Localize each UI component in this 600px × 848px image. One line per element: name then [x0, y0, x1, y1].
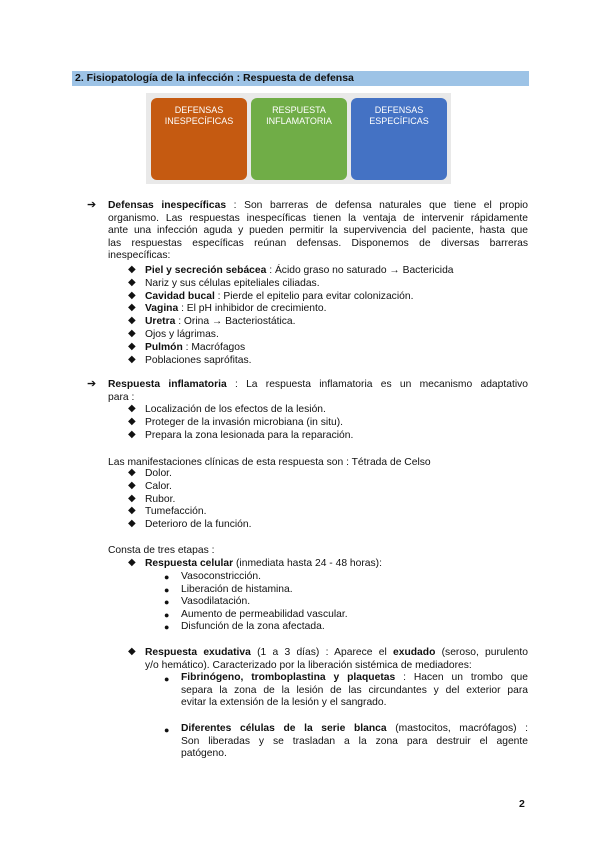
exudativa-line — [145, 647, 528, 660]
stage-celular — [145, 558, 382, 571]
diagram-box-inflamatoria — [251, 98, 347, 180]
sub-line: patógeno. — [181, 748, 227, 760]
diamond-bullet-icon: ◆ — [128, 302, 136, 314]
list-item: Aumento de permeabilidad vascular. — [181, 608, 348, 620]
sec2-title: Respuesta inflamatoria — [108, 379, 227, 390]
sec1-text: : Son barreras de defensa naturales que tiene el propio — [226, 200, 529, 211]
box-line: DEFENSAS — [174, 105, 224, 115]
box-line: INFLAMATORIA — [266, 116, 332, 126]
list-item — [145, 265, 454, 278]
diamond-bullet-icon: ◆ — [128, 428, 136, 440]
page-number: 2 — [519, 798, 525, 810]
exudativa-text: (1 a 3 días) : Aparece el — [250, 647, 394, 658]
diamond-bullet-icon: ◆ — [128, 479, 136, 491]
list-item — [145, 355, 251, 368]
list-item-term: Piel y secreción sebácea — [145, 265, 267, 276]
section-heading: 2. Fisiopatología de la infección : Respuesta de defensa — [72, 71, 529, 86]
sub-line — [181, 672, 528, 685]
list-item-text: : Macrófagos — [182, 341, 246, 353]
diamond-bullet-icon: ◆ — [128, 353, 136, 365]
sec2-line — [108, 379, 528, 392]
list-item: Localización de los efectos de la lesión. — [145, 404, 326, 415]
list-item-term: Uretra — [145, 316, 176, 328]
list-item-text: : El pH inhibidor de crecimiento. — [178, 303, 327, 315]
manifestations-intro: Las manifestaciones clínicas de esta respuesta son : Tétrada de Celso — [108, 457, 431, 468]
sec2-line: para : — [108, 391, 135, 403]
sec1-paragraph — [108, 200, 528, 263]
list-item-term: Vagina — [145, 303, 179, 315]
diamond-bullet-icon: ◆ — [128, 276, 136, 288]
diamond-bullet-icon: ◆ — [128, 505, 136, 517]
diamond-bullet-icon: ◆ — [128, 340, 136, 352]
box-line: INESPECÍFICAS — [164, 116, 234, 126]
sec1-line: las respuestas específicas reúnan defensas. Disponemos de diversas barreras — [108, 237, 528, 249]
box-line: DEFENSAS — [374, 105, 424, 115]
dot-bullet-icon: ● — [164, 609, 170, 620]
diamond-bullet-icon: ◆ — [128, 403, 136, 414]
sub-title: Diferentes células de la serie blanca — [181, 723, 387, 734]
sub-line: Son liberadas y se trasladan a la zona para destruir el agente — [181, 735, 528, 747]
exudativa-title: Respuesta exudativa — [145, 647, 251, 658]
sub-fibrinogeno — [181, 672, 528, 710]
dot-bullet-icon: ● — [164, 584, 170, 595]
list-item-text: Nariz y sus células epiteliales ciliadas. — [145, 277, 320, 289]
diamond-bullet-icon: ◆ — [128, 264, 136, 275]
diagram-box-especificas — [351, 98, 447, 180]
list-item: Disfunción de la zona afectada. — [181, 621, 325, 633]
dot-bullet-icon: ● — [164, 572, 170, 582]
list-item-text: Ojos y lágrimas. — [145, 329, 219, 340]
sub-line: separa la zona de la lesión de las circundantes y del exterior para — [181, 684, 528, 696]
diamond-bullet-icon: ◆ — [128, 518, 136, 530]
exudado-term: exudado — [393, 647, 436, 658]
list-item — [145, 291, 413, 304]
diamond-bullet-icon: ◆ — [128, 289, 136, 301]
list-item — [145, 303, 326, 316]
diamond-bullet-icon: ◆ — [128, 415, 136, 427]
diagram-box-inespecificas — [151, 98, 247, 180]
stages-intro: Consta de tres etapas : — [108, 545, 215, 556]
list-item: Prepara la zona lesionada para la reparación. — [145, 429, 354, 441]
list-item: Calor. — [145, 480, 172, 492]
exudativa-line: y/o hemático). Caracterizado por la liberación sistémica de mediadores: — [145, 659, 472, 671]
dot-bullet-icon: ● — [164, 674, 170, 684]
stage-celular-text: (inmediata hasta 24 - 48 horas): — [233, 558, 382, 569]
exudativa-text: (seroso, purulento — [435, 647, 528, 658]
list-item-text: : Ácido graso no saturado → Bactericida — [266, 265, 454, 276]
dot-bullet-icon: ● — [164, 622, 170, 633]
sec1-line — [108, 200, 528, 213]
sec1-title: Defensas inespecíficas — [108, 200, 227, 211]
list-item: Rubor. — [145, 493, 176, 505]
sec1-line: inespecíficas: — [108, 250, 171, 262]
list-item — [145, 278, 320, 291]
sec1-line: organismo. Las respuestas inespecíficas tienen la ventaja de intervenir rápidamente — [108, 212, 528, 224]
list-item — [145, 342, 245, 355]
sub-celulas — [181, 723, 528, 761]
sub-text: (mastocitos, macrófagos) : — [386, 723, 529, 734]
stage-exudativa — [145, 647, 528, 672]
diamond-bullet-icon: ◆ — [128, 328, 136, 339]
sub-title: Fibrinógeno, tromboplastina y plaquetas — [181, 672, 396, 683]
box-line: ESPECÍFICAS — [369, 116, 429, 126]
arrow-bullet-icon: ➔ — [87, 199, 97, 211]
dot-bullet-icon: ● — [164, 597, 170, 608]
diamond-bullet-icon: ◆ — [128, 467, 136, 478]
list-item — [145, 316, 296, 329]
diamond-bullet-icon: ◆ — [128, 492, 136, 504]
defense-diagram — [146, 93, 451, 184]
list-item: Dolor. — [145, 468, 172, 479]
sub-line — [181, 723, 528, 736]
list-item — [145, 329, 219, 342]
list-item: Deterioro de la función. — [145, 519, 252, 531]
stage-celular-title: Respuesta celular — [145, 558, 234, 569]
list-item-term: Pulmón — [145, 341, 183, 353]
dot-bullet-icon: ● — [164, 725, 170, 735]
diamond-bullet-icon: ◆ — [128, 646, 136, 657]
arrow-bullet-icon: ➔ — [87, 378, 97, 390]
list-item-term: Cavidad bucal — [145, 290, 215, 302]
sec2-paragraph — [108, 379, 528, 404]
diamond-bullet-icon: ◆ — [128, 315, 136, 327]
sec2-text: : La respuesta inflamatoria es un mecanismo adaptativo — [226, 379, 528, 390]
sec1-line: ante una infección aguda y pueden permitir la supervivencia del paciente, hasta que — [108, 225, 528, 237]
list-item-text: Poblaciones saprófitas. — [145, 354, 252, 366]
list-item: Vasodilatación. — [181, 596, 251, 608]
list-item: Proteger de la invasión microbiana (in situ). — [145, 416, 344, 428]
list-item-text: : Pierde el epitelio para evitar colonización. — [214, 290, 414, 302]
sub-text: : Hacen un trombo que — [395, 672, 528, 683]
sub-line: evitar la extensión de la lesión y el sangrado. — [181, 697, 387, 709]
list-item-text: : Orina → Bacteriostática. — [175, 316, 296, 328]
list-item: Liberación de histamina. — [181, 583, 293, 595]
list-item: Vasoconstricción. — [181, 571, 261, 582]
list-item: Tumefacción. — [145, 506, 207, 518]
box-line: RESPUESTA — [272, 105, 326, 115]
diamond-bullet-icon: ◆ — [128, 557, 136, 568]
